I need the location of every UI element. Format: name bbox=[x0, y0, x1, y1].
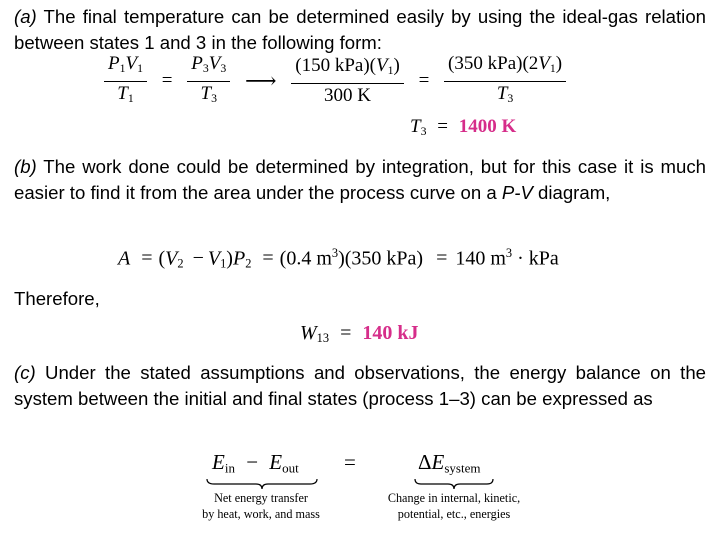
energy-change-note: Change in internal, kinetic, potential, etc., energies bbox=[387, 491, 521, 521]
part-c-label: (c) bbox=[14, 362, 36, 383]
net-energy-transfer-note: Net energy transfer by heat, work, and mass bbox=[202, 491, 320, 521]
work-area-equation: $A = (V_2 - V_1)P_2 = (0.4$ $m^3)(350$ kPa) = 140 $m^3$ · kPa bbox=[118, 246, 559, 271]
fraction-state1-values: $\frac{(150 kPa)(V_1)}{300 K}$ bbox=[291, 54, 404, 108]
fraction-p3v3-over-t3: $\frac{P_3V_3}{T_3}$ bbox=[187, 52, 230, 111]
underbrace-right-icon bbox=[414, 478, 494, 490]
part-b-paragraph: (b) The work done could be determined by integration, but for this case it is much easier to find it from the area under the process curve on a P-V diagram, bbox=[14, 156, 706, 203]
part-b-label: (b) bbox=[14, 156, 37, 177]
part-a-paragraph bbox=[14, 4, 706, 56]
underbrace-left-icon bbox=[206, 478, 318, 490]
energy-balance-right: $\Delta E_{system}$ bbox=[418, 450, 481, 476]
therefore-text: Therefore, bbox=[14, 288, 100, 309]
pv-diagram-term: P-V bbox=[501, 182, 533, 203]
energy-balance-equals: = bbox=[344, 450, 356, 474]
final-temperature-value: 1400 K bbox=[458, 116, 517, 137]
equals-sign: = bbox=[161, 70, 173, 92]
part-a-text: The final temperature can be determined easily by using the ideal-gas relation between states 1 and 3 in the following form: bbox=[14, 6, 706, 53]
work-result: $W_{13} = 140$ kJ bbox=[300, 322, 419, 346]
part-c-paragraph: (c) Under the stated assumptions and observations, the energy balance on the system between the initial and final states (process 1–3) can be expressed as bbox=[14, 362, 706, 409]
fraction-p1v1-over-t1: $\frac{P_1V_1}{T_1}$ bbox=[104, 52, 147, 111]
energy-balance-left: $E_{in} - E_{out}$ bbox=[212, 450, 299, 476]
fraction-state3-values: $\frac{(350 kPa)(2V_1)}{T_3}$ bbox=[444, 52, 566, 111]
final-temperature-result: $T_3 = 1400$ K bbox=[410, 116, 517, 138]
work-value: 140 kJ bbox=[362, 322, 419, 344]
equals-sign-2: = bbox=[418, 70, 430, 92]
part-a-label: (a) bbox=[14, 6, 37, 27]
arrow-symbol: ⟶ bbox=[244, 68, 277, 94]
ideal-gas-equation bbox=[104, 52, 566, 111]
